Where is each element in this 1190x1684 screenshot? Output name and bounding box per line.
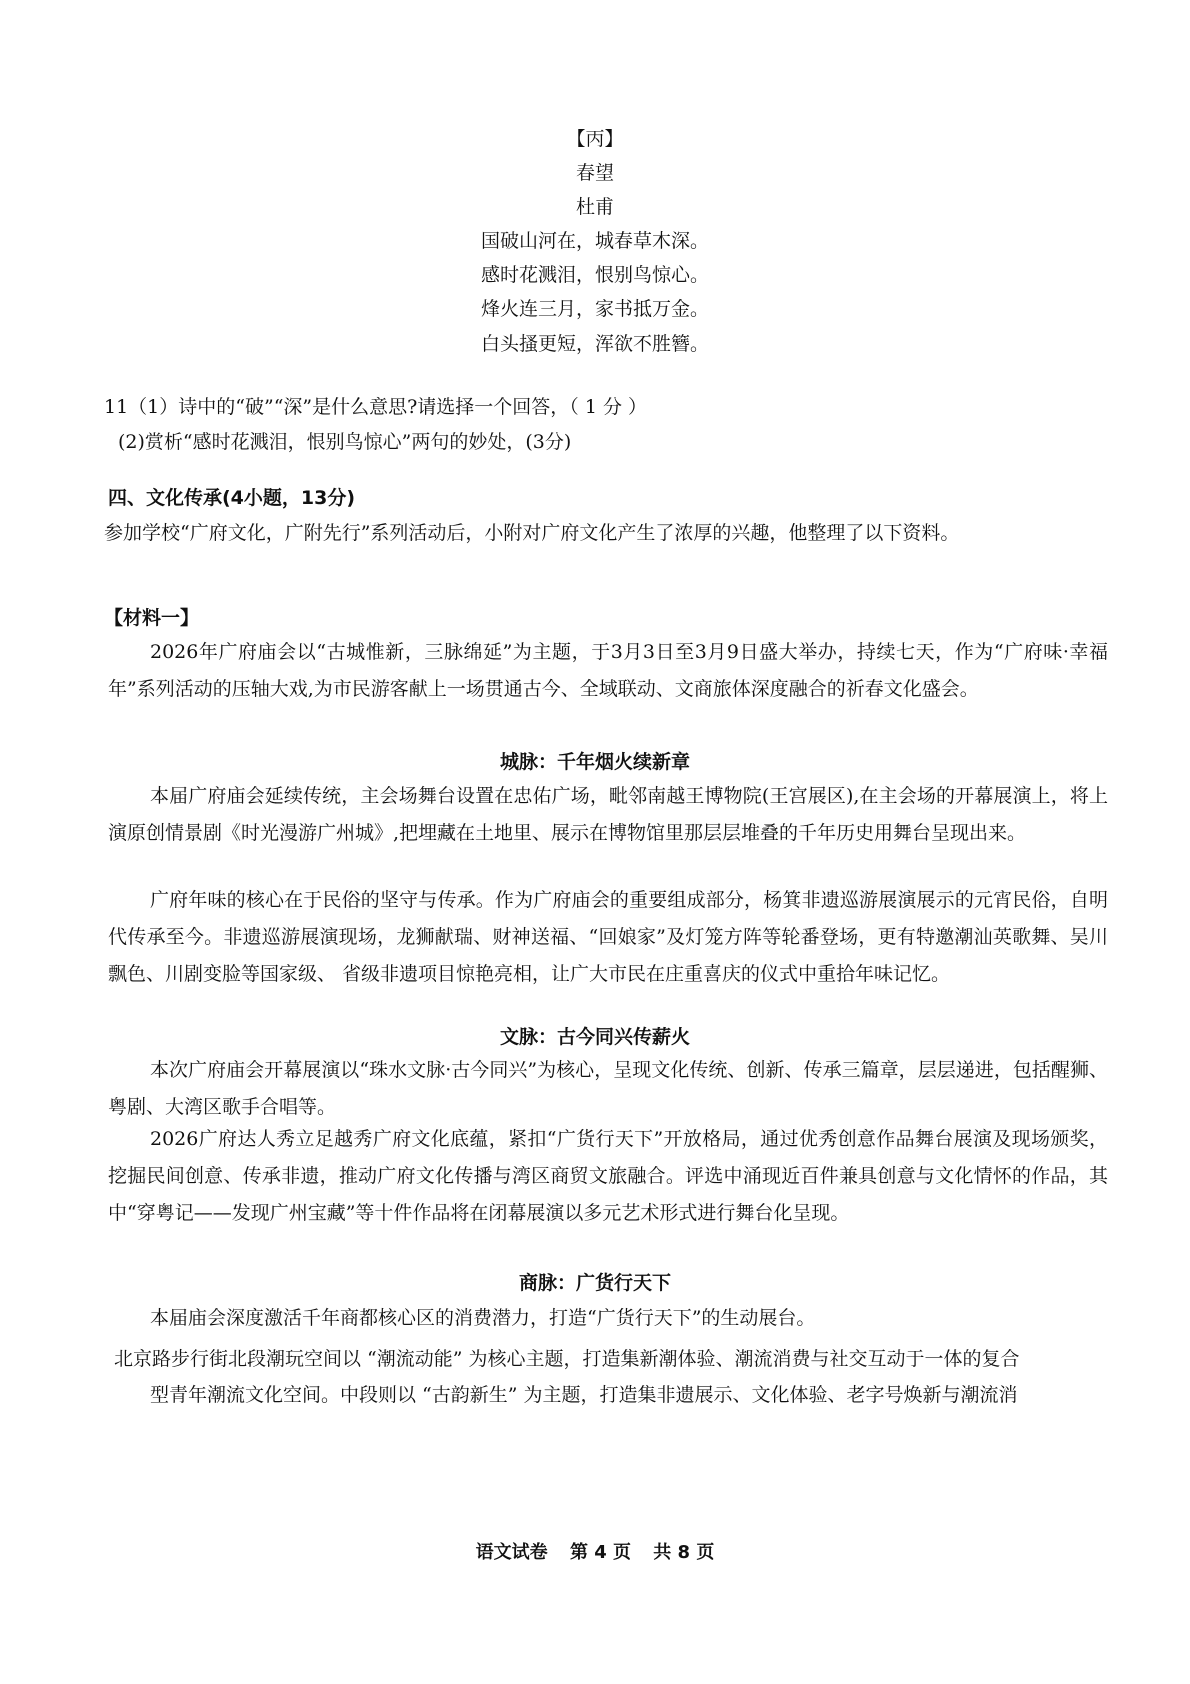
subheading-city: 城脉：千年烟火续新章	[499, 751, 690, 773]
section-4-heading: 四、文化传承(4小题，13分)	[108, 487, 356, 509]
poem-line: 白头搔更短，浑欲不胜簪。	[480, 333, 709, 355]
poem-title: 春望	[575, 162, 614, 184]
paragraph-beijing-road: 北京路步行街北段潮玩空间以 “潮流动能” 为核心主题，打造集新潮体验、潮流消费与社交互动于一体的复合	[114, 1348, 1020, 1370]
paragraph-folk: 广府年味的核心在于民俗的坚守与传承。作为广府庙会的重要组成部分，杨箕非遗巡游展演展示的元宵民俗，自明代传承至今。非遗巡游展演现场，龙狮献瑞、财神送福、“回娘家”及灯笼方阵等轮番登场，更有特邀潮汕英歌舞、吴川飘色、川剧变脸等国家级、 省级非遗项目惊艳亮相，让广大市民在庄重喜庆的仪式中重拾年味记忆。	[108, 889, 1108, 985]
footer-total-pages: 共 8 页	[653, 1542, 715, 1563]
footer-subject: 语文试卷	[475, 1542, 548, 1563]
poem-line: 烽火连三月，家书抵万金。	[480, 298, 709, 320]
subheading-commerce: 商脉：广货行天下	[518, 1272, 671, 1294]
footer-page-number: 第 4 页	[569, 1542, 631, 1563]
material-1-label: 【材料一】	[104, 607, 200, 629]
paragraph-commerce: 本届庙会深度激活千年商都核心区的消费潜力，打造“广货行天下”的生动展台。	[150, 1307, 816, 1329]
question-11-1: 11（1）诗中的“破”“深”是什么意思?请选择一个回答，（ 1 分 ）	[104, 396, 648, 418]
question-11-2: (2)赏析“感时花溅泪，恨别鸟惊心”两句的妙处，(3分)	[118, 431, 572, 453]
paragraph-opening: 本次广府庙会开幕展演以“珠水文脉·古今同兴”为核心，呈现文化传统、创新、传承三篇章，层层递进，包括醒狮、粤剧、大湾区歌手合唱等。	[108, 1059, 1108, 1118]
page-footer	[0, 1538, 1190, 1564]
paragraph-city: 本届广府庙会延续传统，主会场舞台设置在忠佑广场，毗邻南越王博物院(王宫展区),在主会场的开幕展演上，将上演原创情景剧《时光漫游广州城》,把埋藏在土地里、展示在博物馆里那层层堆叠的千年历史用舞台呈现出来。	[108, 785, 1108, 844]
subheading-culture: 文脉：古今同兴传薪火	[499, 1026, 690, 1048]
poem-line: 国破山河在，城春草木深。	[480, 230, 709, 252]
material-1-paragraph: 2026年广府庙会以“古城惟新，三脉绵延”为主题，于3月3日至3月9日盛大举办，持续七天，作为“广府味·幸福年”系列活动的压轴大戏,为市民游客献上一场贯通古今、全域联动、文商旅体深度融合的祈春文化盛会。	[108, 641, 1108, 700]
paragraph-talent-show: 2026广府达人秀立足越秀广府文化底蕴，紧扣“广货行天下”开放格局，通过优秀创意作品舞台展演及现场颁奖，挖掘民间创意、传承非遗，推动广府文化传播与湾区商贸文旅融合。评选中涌现近百件兼具创意与文化情怀的作品，其中“穿粤记——发现广州宝藏”等十件作品将在闭幕展演以多元艺术形式进行舞台化呈现。	[108, 1128, 1108, 1224]
poem-author: 杜甫	[575, 196, 614, 218]
section-4-intro: 参加学校“广府文化，广附先行”系列活动后，小附对广府文化产生了浓厚的兴趣，他整理了以下资料。	[104, 522, 960, 544]
poem-tag: 【丙】	[566, 128, 624, 150]
poem-line: 感时花溅泪，恨别鸟惊心。	[480, 264, 709, 286]
paragraph-beijing-road-continued: 型青年潮流文化空间。中段则以 “古韵新生” 为主题，打造集非遗展示、文化体验、老字号焕新与潮流消	[150, 1384, 1018, 1406]
